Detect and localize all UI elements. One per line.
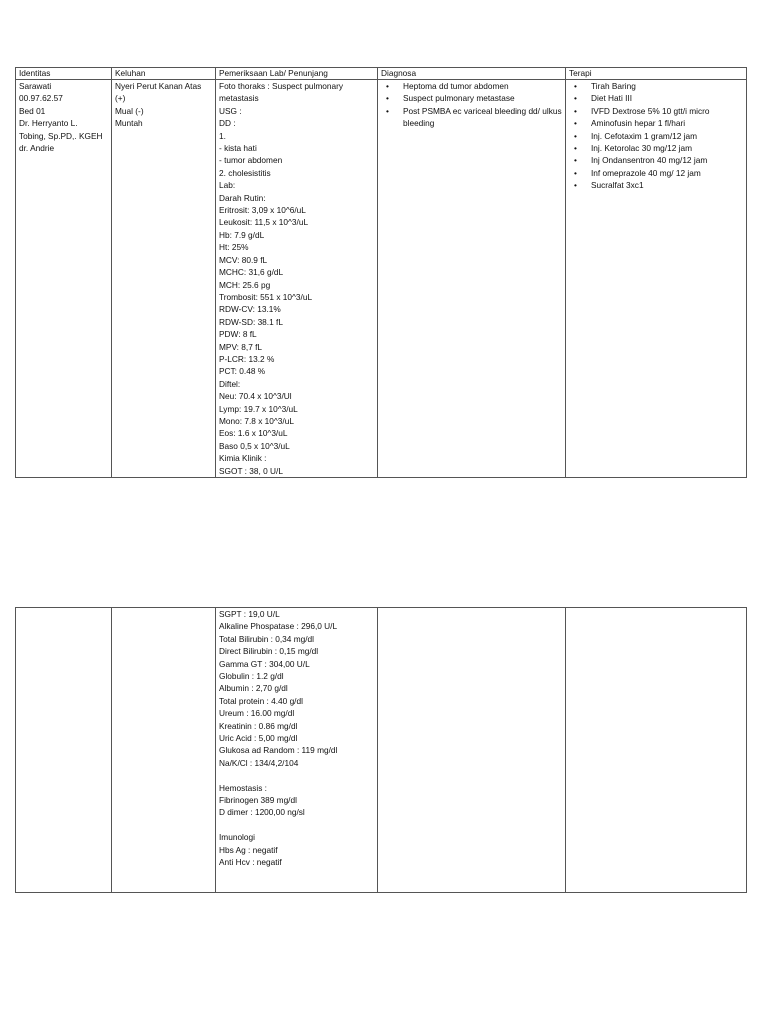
record-number: 00.97.62.57 <box>19 93 63 104</box>
exam-line: RDW-SD: 38.1 fL <box>219 316 283 327</box>
exam-line: D dimer : 1200,00 ng/sl <box>219 807 305 818</box>
exam-line: - tumor abdomen <box>219 155 283 166</box>
header-diagnosa: Diagnosa <box>378 68 566 80</box>
exam-line: Lab: <box>219 180 236 191</box>
complaint-line: Mual (-) <box>115 105 144 116</box>
exam-line: Leukosit: 11,5 x 10^3/uL <box>219 217 309 228</box>
diagnosa-item: • Heptoma dd tumor abdomen <box>381 80 562 92</box>
terapi-item: • Tirah Baring <box>569 80 743 92</box>
terapi-item: • Inj Ondansentron 40 mg/12 jam <box>569 154 743 166</box>
complaint-line: Muntah <box>115 118 143 129</box>
exam-line: Hbs Ag : negatif <box>219 844 278 855</box>
complaint-line: Nyeri Perut Kanan Atas <box>115 81 202 91</box>
exam-line: Total protein : 4.40 g/dl <box>219 695 303 706</box>
exam-line: SGPT : 19,0 U/L <box>219 609 280 619</box>
keluhan-cell-empty <box>112 608 216 893</box>
exam-line: RDW-CV: 13.1% <box>219 304 281 315</box>
terapi-item: • Diet Hati III <box>569 92 743 104</box>
terapi-cell <box>566 80 747 478</box>
exam-line: PDW: 8 fL <box>219 329 257 340</box>
exam-line: Hb: 7.9 g/dL <box>219 229 265 240</box>
exam-line: Baso 0,5 x 10^3/uL <box>219 440 290 451</box>
exam-line: Direct Bilirubin : 0,15 mg/dl <box>219 646 319 657</box>
exam-line: MCHC: 31,6 g/dL <box>219 267 284 278</box>
diagnosa-cell-empty <box>378 608 566 893</box>
exam-line: PCT: 0.48 % <box>219 366 266 377</box>
identitas-cell <box>16 80 112 478</box>
exam-line: Albumin : 2,70 g/dl <box>219 683 288 694</box>
exam-line: Alkaline Phospatase : 296,0 U/L <box>219 621 338 632</box>
exam-line: Uric Acid : 5,00 mg/dl <box>219 733 298 744</box>
exam-line: Glukosa ad Random : 119 mg/dl <box>219 745 338 756</box>
bed-number: Bed 01 <box>19 105 46 116</box>
exam-line: SGOT : 38, 0 U/L <box>219 465 283 476</box>
exam-line: Trombosit: 551 x 10^3/uL <box>219 291 313 302</box>
terapi-item: • Sucralfat 3xc1 <box>569 179 743 191</box>
exam-line: Globulin : 1.2 g/dl <box>219 671 284 682</box>
exam-line: MCH: 25.6 pg <box>219 279 271 290</box>
exam-line: Kreatinin : 0.86 mg/dl <box>219 720 298 731</box>
patient-row <box>16 80 747 478</box>
exam-line: MPV: 8,7 fL <box>219 341 263 352</box>
exam-line: Diftel: <box>219 378 241 389</box>
identitas-cell-empty <box>16 608 112 893</box>
exam-line: P-LCR: 13.2 % <box>219 353 275 364</box>
diagnosa-cell <box>378 80 566 478</box>
exam-line: Total Bilirubin : 0,34 mg/dl <box>219 633 315 644</box>
header-keluhan: Keluhan <box>112 68 216 80</box>
pemeriksaan-cell <box>216 80 378 478</box>
patient-name: Sarawati <box>19 81 52 91</box>
exam-line: Ureum : 16.00 mg/dl <box>219 708 295 719</box>
exam-line: Eritrosit: 3,09 x 10^6/uL <box>219 205 306 216</box>
diagnosa-item: • Post PSMBA ec variceal bleeding dd/ ulkus bleeding <box>381 105 562 130</box>
header-terapi: Terapi <box>566 68 747 80</box>
exam-line: Eos: 1.6 x 10^3/uL <box>219 428 288 439</box>
exam-line: Fibrinogen 389 mg/dl <box>219 795 297 806</box>
exam-line: Neu: 70.4 x 10^3/Ul <box>219 391 292 402</box>
exam-line: Darah Rutin: <box>219 192 266 203</box>
exam-line: Hemostasis : <box>219 782 267 793</box>
blank-line <box>219 769 374 781</box>
diagnosa-list <box>381 80 562 130</box>
exam-line: Gamma GT : 304,00 U/L <box>219 658 310 669</box>
complaint-line: (+) <box>115 93 126 104</box>
terapi-cell-empty <box>566 608 747 893</box>
blank-line <box>219 819 374 831</box>
exam-line: - kista hati <box>219 143 257 154</box>
header-pemeriksaan: Pemeriksaan Lab/ Penunjang <box>216 68 378 80</box>
diagnosa-item: • Suspect pulmonary metastase <box>381 92 562 104</box>
terapi-item: • Aminofusin hepar 1 fl/hari <box>569 117 743 129</box>
terapi-item: • Inf omeprazole 40 mg/ 12 jam <box>569 167 743 179</box>
exam-line: MCV: 80.9 fL <box>219 254 268 265</box>
exam-line: Foto thoraks : Suspect pulmonary <box>219 81 344 91</box>
continuation-row <box>16 608 747 893</box>
keluhan-cell <box>112 80 216 478</box>
terapi-item: • IVFD Dextrose 5% 10 gtt/i micro <box>569 105 743 117</box>
patient-table-page-1 <box>15 67 747 478</box>
resident-name: dr. Andrie <box>19 143 55 154</box>
exam-line: Anti Hcv : negatif <box>219 857 282 868</box>
pemeriksaan-cell-continued <box>216 608 378 893</box>
exam-line: 1. <box>219 130 226 141</box>
header-identitas: Identitas <box>16 68 112 80</box>
exam-line: Lymp: 19.7 x 10^3/uL <box>219 403 298 414</box>
terapi-list <box>569 80 743 192</box>
exam-line: Ht: 25% <box>219 242 249 253</box>
terapi-item: • Inj. Ketorolac 30 mg/12 jam <box>569 142 743 154</box>
exam-line: metastasis <box>219 93 259 104</box>
header-row <box>16 68 747 80</box>
exam-line: 2. cholesistitis <box>219 167 271 178</box>
doctor-name: Dr. Herryanto L. <box>19 118 78 129</box>
exam-line: Na/K/Cl : 134/4,2/104 <box>219 757 299 768</box>
exam-line: DD : <box>219 118 236 129</box>
doctor-title: Tobing, Sp.PD,. KGEH <box>19 130 103 141</box>
exam-line: Mono: 7.8 x 10^3/uL <box>219 415 294 426</box>
exam-line: Kimia Klinik : <box>219 453 267 464</box>
terapi-item: • Inj. Cefotaxim 1 gram/12 jam <box>569 130 743 142</box>
patient-table-page-2 <box>15 607 747 893</box>
exam-line: USG : <box>219 105 242 116</box>
exam-line: Imunologi <box>219 832 255 843</box>
